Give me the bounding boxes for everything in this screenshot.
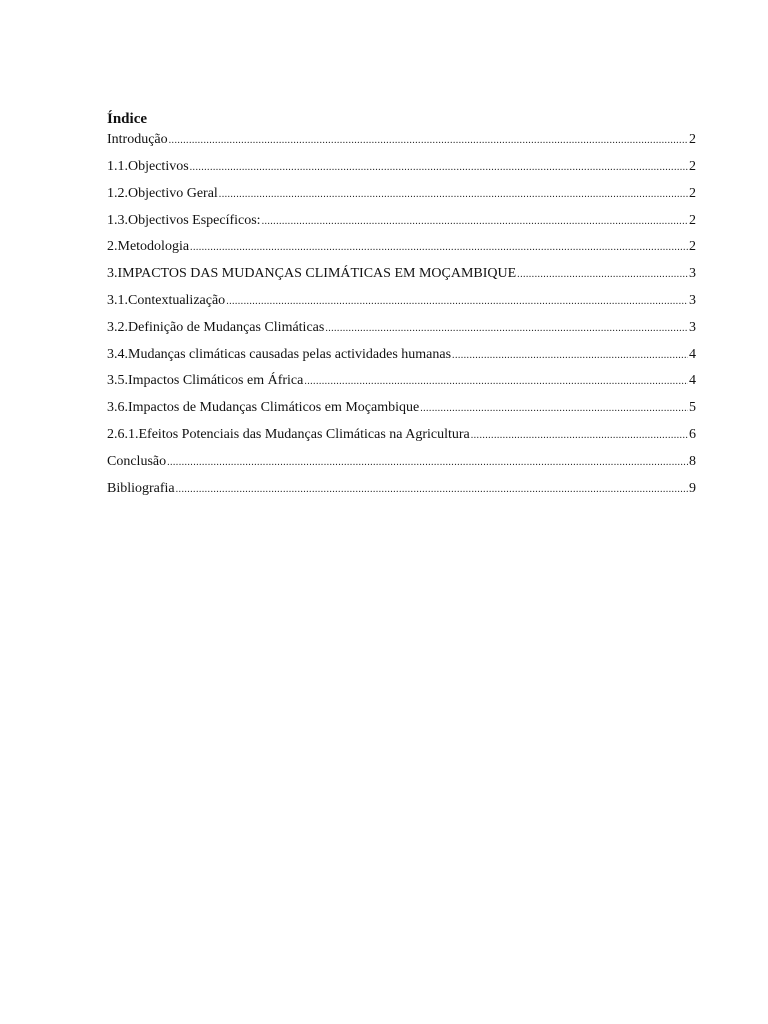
toc-page-number: 3	[689, 292, 696, 308]
toc-entry-contextualizacao[interactable]	[107, 288, 696, 315]
toc-entry-conclusao[interactable]	[107, 449, 696, 476]
toc-page-number: 4	[689, 346, 696, 362]
toc-entry-label: 3.4.Mudanças climáticas causadas pelas actividades humanas	[107, 346, 452, 362]
toc-page-number: 2	[689, 132, 696, 147]
toc-entry-label: Introdução	[107, 132, 168, 147]
toc-page-number: 3	[689, 266, 696, 282]
toc-entry-label: 3.IMPACTOS DAS MUDANÇAS CLIMÁTICAS EM MOÇAMBIQUE	[107, 266, 517, 282]
toc-entry-bibliografia[interactable]	[107, 476, 696, 503]
toc-entry-label: 1.1.Objectivos	[107, 159, 189, 174]
toc-entry-label: 1.2.Objectivo Geral	[107, 185, 218, 201]
toc-entry-impactos-climaticos-mocambique[interactable]	[107, 395, 696, 422]
toc-leader-dots	[304, 369, 688, 395]
toc-entry-impactos-mocambique[interactable]	[107, 261, 696, 288]
toc-leader-dots	[226, 289, 688, 315]
toc-entry-introducao[interactable]	[107, 128, 696, 154]
toc-leader-dots	[219, 182, 688, 208]
toc-entry-metodologia[interactable]	[107, 234, 696, 261]
toc-leader-dots	[176, 477, 688, 503]
toc-entry-definicao[interactable]	[107, 315, 696, 342]
toc-entry-objectivos-especificos[interactable]	[107, 208, 696, 235]
toc-leader-dots	[420, 396, 688, 422]
toc-list	[107, 128, 696, 502]
toc-leader-dots	[325, 316, 688, 342]
toc-title: Índice	[107, 111, 148, 127]
toc-leader-dots	[517, 262, 688, 288]
toc-page-number: 9	[689, 480, 696, 496]
toc-entry-label: Conclusão	[107, 453, 167, 469]
toc-page-number: 6	[689, 426, 696, 442]
toc-page-number: 2	[689, 159, 696, 174]
toc-entry-label: 1.3.Objectivos Específicos:	[107, 212, 261, 228]
toc-entry-label: 2.Metodologia	[107, 239, 190, 255]
toc-page-number: 8	[689, 453, 696, 469]
toc-leader-dots	[190, 235, 688, 261]
toc-entry-label: Bibliografia	[107, 480, 175, 496]
toc-page-number: 4	[689, 373, 696, 389]
toc-leader-dots	[169, 129, 688, 153]
toc-leader-dots	[471, 423, 688, 449]
toc-leader-dots	[190, 155, 688, 181]
toc-entry-objectivo-geral[interactable]	[107, 181, 696, 208]
toc-leader-dots	[452, 343, 688, 369]
toc-page-number: 2	[689, 212, 696, 228]
toc-entry-label: 3.2.Definição de Mudanças Climáticas	[107, 319, 325, 335]
toc-leader-dots	[262, 209, 688, 235]
toc-page-number: 5	[689, 400, 696, 416]
toc-entry-label: 3.1.Contextualização	[107, 292, 226, 308]
toc-page-number: 2	[689, 185, 696, 201]
toc-entry-efeitos-agricultura[interactable]	[107, 422, 696, 449]
toc-entry-impactos-africa[interactable]	[107, 368, 696, 395]
toc-leader-dots	[167, 450, 688, 476]
table-of-contents	[107, 110, 696, 502]
toc-page-number: 3	[689, 319, 696, 335]
toc-page-number: 2	[689, 239, 696, 255]
toc-entry-label: 3.6.Impactos de Mudanças Climáticos em Moçambique	[107, 400, 420, 416]
toc-entry-label: 2.6.1.Efeitos Potenciais das Mudanças Climáticas na Agricultura	[107, 426, 470, 442]
toc-entry-label: 3.5.Impactos Climáticos em África	[107, 373, 304, 389]
toc-entry-actividades-humanas[interactable]	[107, 342, 696, 369]
toc-entry-objectivos[interactable]	[107, 154, 696, 181]
